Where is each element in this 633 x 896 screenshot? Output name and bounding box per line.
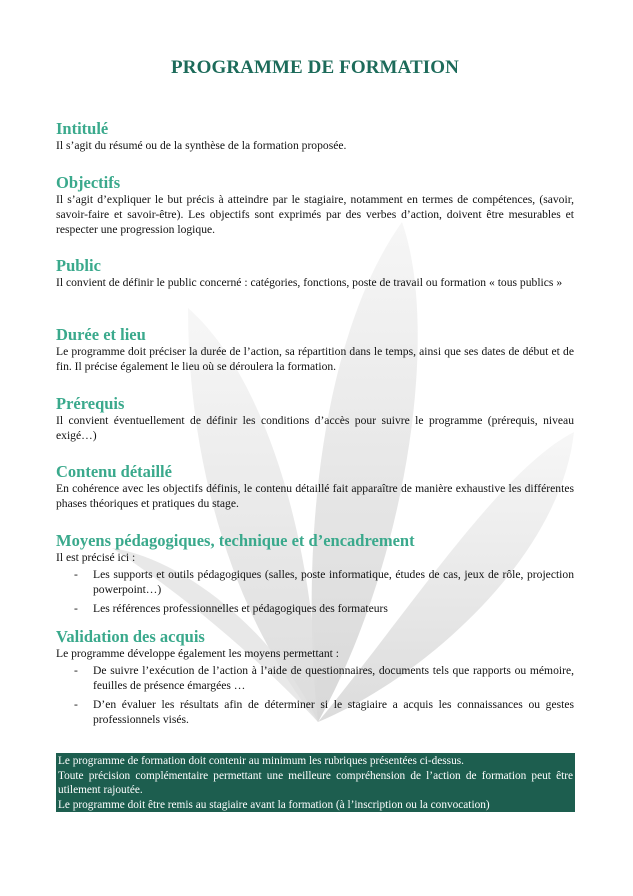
section-text: Il s’agit du résumé ou de la synthèse de la formation proposée. (56, 139, 347, 152)
section-text: Le programme développe également les moyens permettant : (56, 647, 339, 660)
section-public (56, 257, 574, 290)
list-item: - D’en évaluer les résultats afin de déterminer si le stagiaire a acquis les connaissances ou gestes professionnels visés. (74, 697, 574, 726)
section-heading: Prérequis (56, 394, 125, 413)
section-text: Il est précisé ici : (56, 551, 136, 564)
summary-note-box (56, 753, 575, 812)
section-text: Le programme doit préciser la durée de l’action, sa répartition dans le temps, ainsi que ses dates de début et de fin. Il précise également le lieu où se déroulera la formation. (56, 345, 574, 374)
list-item: - Les supports et outils pédagogiques (salles, poste informatique, études de cas, jeux de rôle, projection powerpoint…) (74, 568, 574, 597)
section-heading: Moyens pédagogiques, technique et d’encadrement (56, 531, 415, 550)
list-item: - Les références professionnelles et pédagogiques des formateurs (74, 601, 388, 615)
bullet-list (56, 567, 574, 616)
section-prerequis (56, 395, 574, 443)
dash-bullet: - (74, 664, 78, 678)
section-heading: Intitulé (56, 119, 109, 138)
list-item: - De suivre l’exécution de l’action à l’aide de questionnaires, documents tels que rapports ou mémoire, feuilles de présence émargées … (74, 664, 574, 693)
section-text: En cohérence avec les objectifs définis, le contenu détaillé fait apparaître de manière exhaustive les différentes phases théoriques et pratiques du stage. (56, 482, 574, 511)
section-heading: Validation des acquis (56, 627, 205, 646)
section-heading: Public (56, 256, 101, 275)
section-heading: Objectifs (56, 173, 121, 192)
dash-bullet: - (74, 568, 78, 582)
section-heading: Contenu détaillé (56, 462, 172, 481)
section-intitule (56, 120, 574, 153)
section-text: Il s’agit d’expliquer le but précis à atteindre par le stagiaire, notamment en termes de compétences, (savoir, savoir-faire et savoir-être). Les objectifs sont exprimés par des verbes d’action, doivent être mesurables et respecter une progression logique. (56, 193, 574, 237)
note-line: Toute précision complémentaire permettant une meilleure compréhension de l’action de formation peut être utilement rajoutée. (58, 769, 573, 797)
section-contenu (56, 463, 574, 511)
bullet-list (56, 663, 574, 727)
section-moyens (56, 532, 574, 619)
section-heading: Durée et lieu (56, 325, 146, 344)
dash-bullet: - (74, 697, 78, 711)
section-validation (56, 628, 574, 730)
note-line: Le programme de formation doit contenir au minimum les rubriques présentées ci-dessus. (58, 755, 464, 767)
page-title: PROGRAMME DE FORMATION (171, 57, 459, 78)
dash-bullet: - (74, 601, 78, 615)
section-text: Il convient de définir le public concerné : catégories, fonctions, poste de travail ou formation « tous publics » (56, 276, 563, 289)
section-text: Il convient éventuellement de définir les conditions d’accès pour suivre le programme (prérequis, niveau exigé…) (56, 414, 574, 443)
section-duree-lieu (56, 326, 574, 374)
note-line: Le programme doit être remis au stagiaire avant la formation (à l’inscription ou la convocation) (58, 798, 490, 811)
section-objectifs (56, 174, 574, 238)
